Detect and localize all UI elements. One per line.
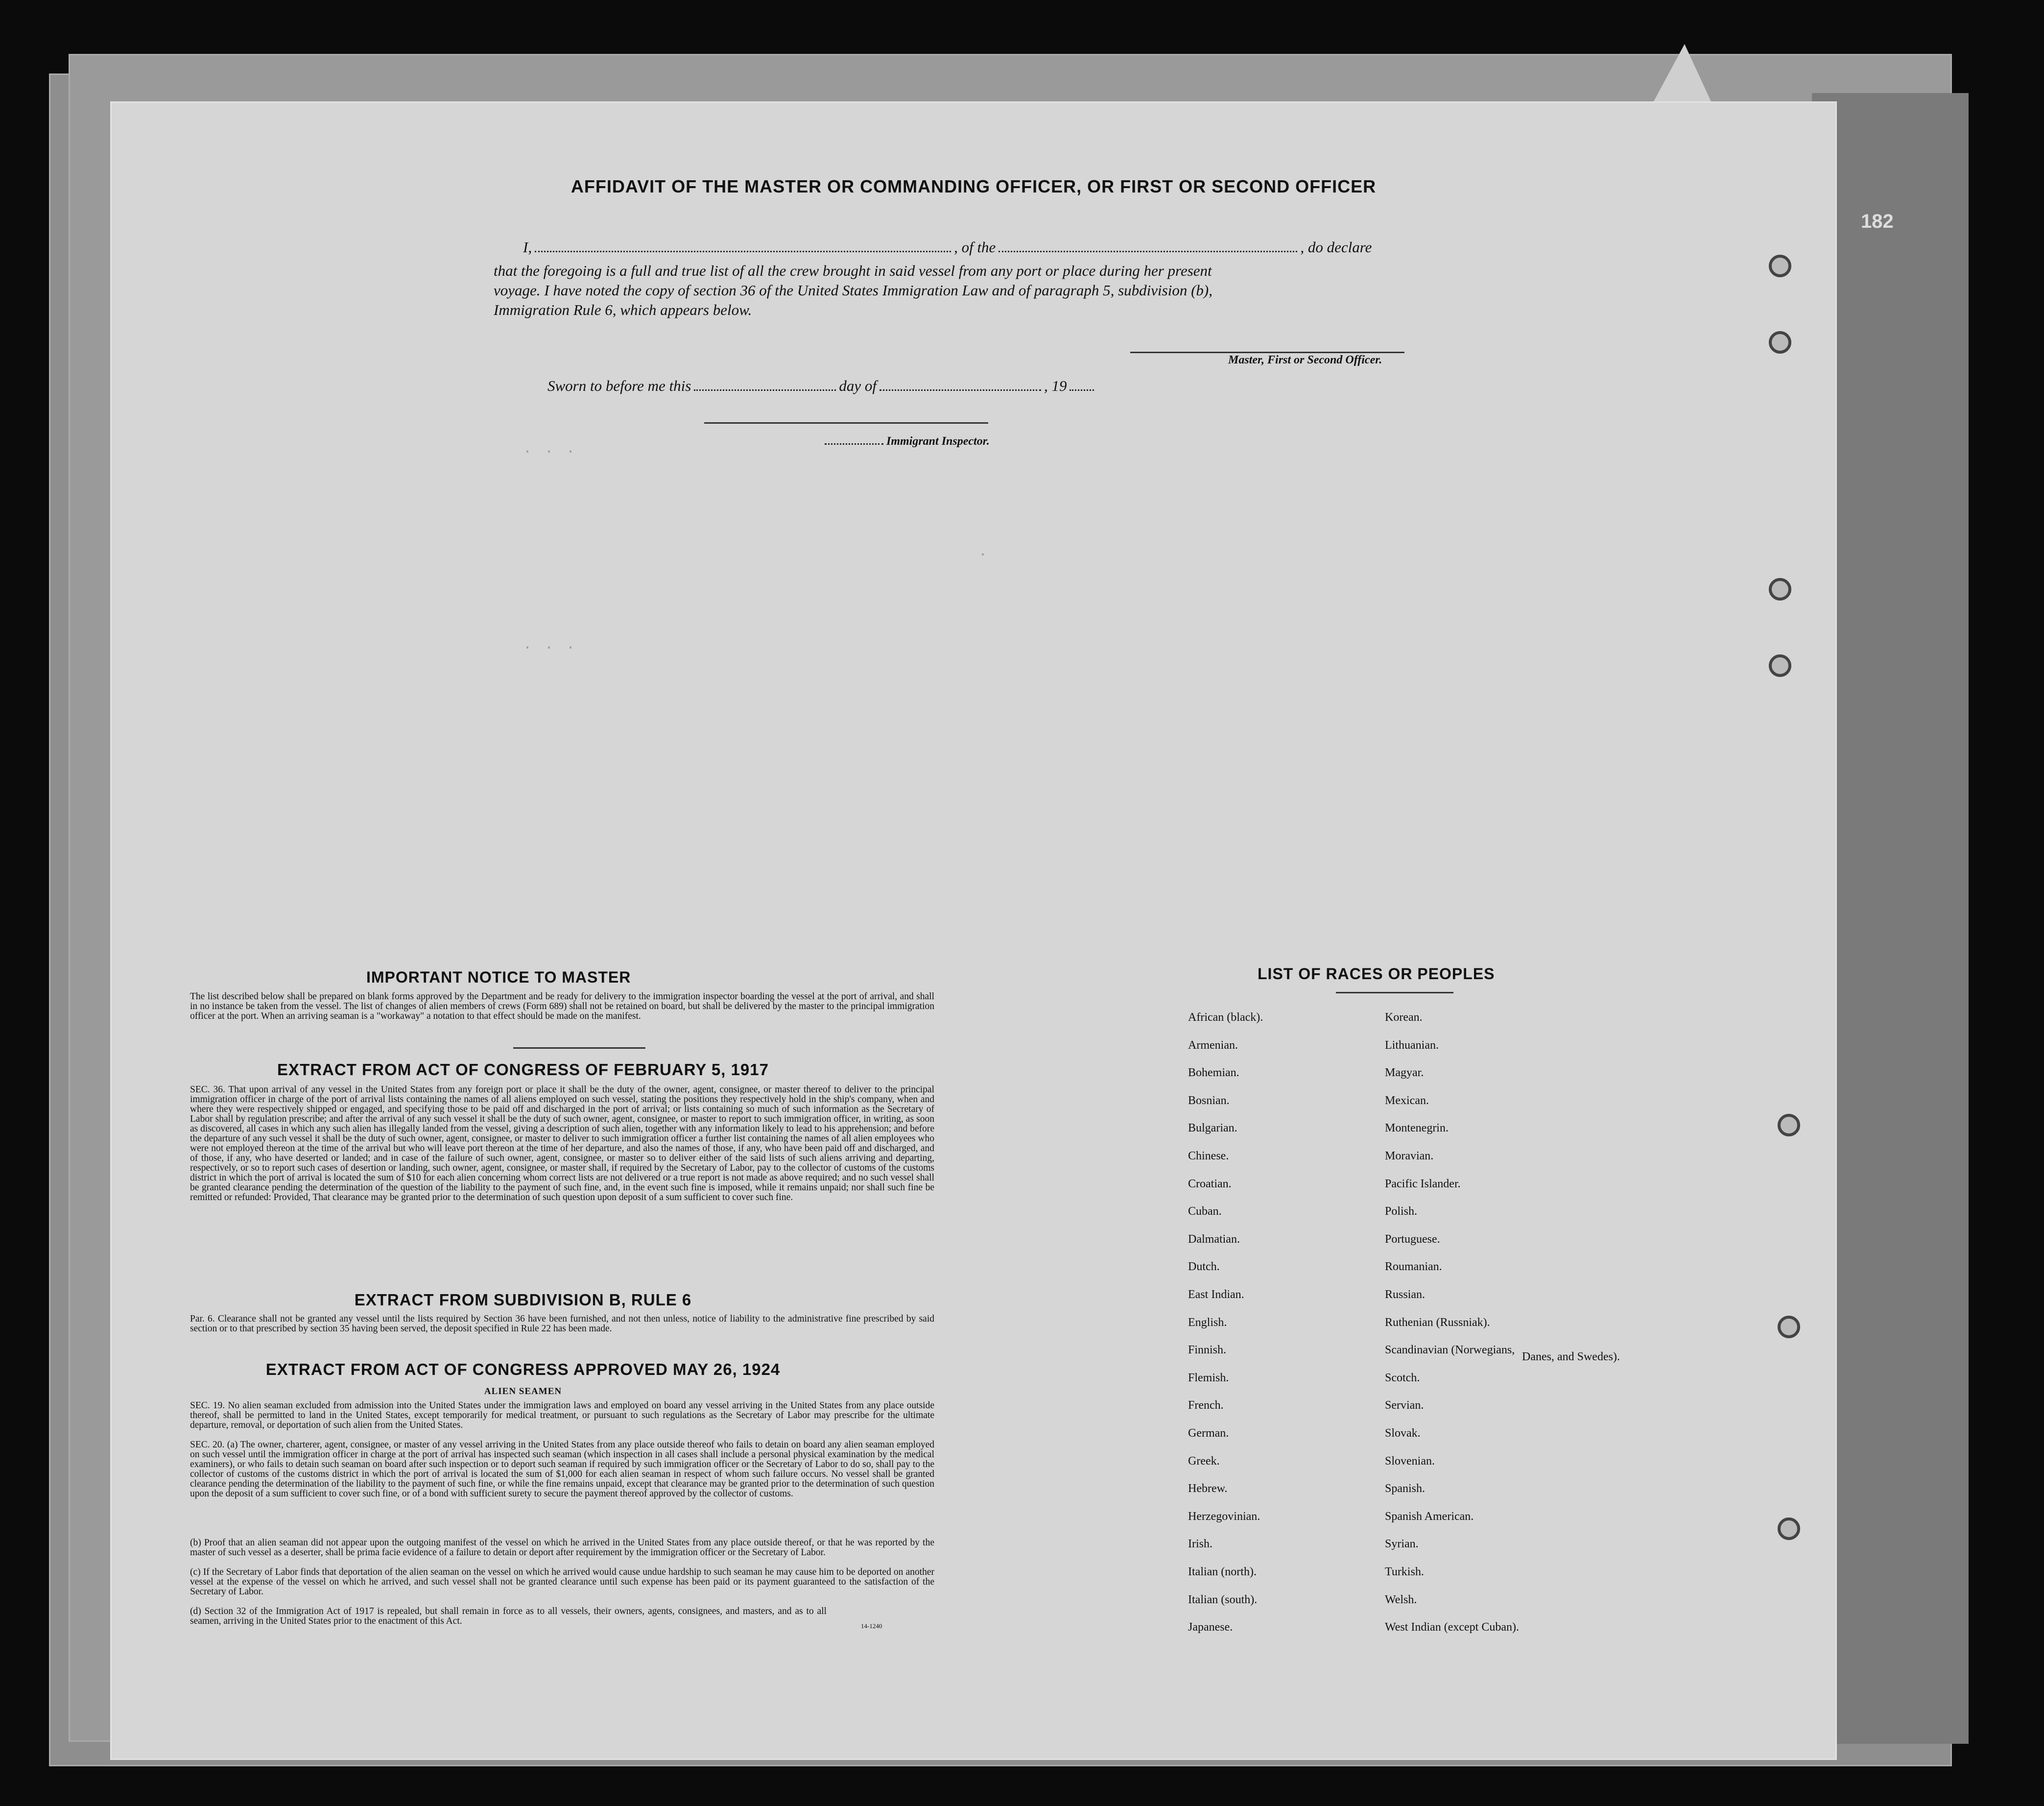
race-item: Turkish. xyxy=(1385,1565,1424,1578)
affidavit-page xyxy=(112,103,1835,1758)
extract-rule6-title: EXTRACT FROM SUBDIVISION B, RULE 6 xyxy=(354,1291,692,1309)
race-item: Welsh. xyxy=(1385,1593,1417,1606)
race-item: Italian (south). xyxy=(1188,1593,1258,1606)
day-of-label: day of xyxy=(839,377,877,394)
races-list-title: LIST OF RACES OR PEOPLES xyxy=(1258,965,1495,983)
bleed-through-text: . . . xyxy=(523,637,577,653)
punch-hole xyxy=(1769,255,1791,277)
vessel-label: , of the xyxy=(954,239,996,256)
race-item: French. xyxy=(1188,1399,1224,1412)
sworn-month-blank xyxy=(879,383,1041,391)
race-item: Mexican. xyxy=(1385,1094,1429,1107)
race-item: Hebrew. xyxy=(1188,1482,1228,1495)
race-item: Moravian. xyxy=(1385,1150,1434,1162)
race-item: English. xyxy=(1188,1316,1227,1329)
race-item: Roumanian. xyxy=(1385,1260,1442,1274)
notice-title: IMPORTANT NOTICE TO MASTER xyxy=(366,968,631,986)
race-item: Dalmatian. xyxy=(1188,1232,1240,1246)
race-item: Dutch. xyxy=(1188,1260,1220,1274)
race-item: Spanish. xyxy=(1385,1482,1426,1495)
punch-hole xyxy=(1769,578,1791,601)
alien-seamen-subtitle: ALIEN SEAMEN xyxy=(484,1386,562,1397)
race-item: Scotch. xyxy=(1385,1371,1420,1384)
race-item: Greek. xyxy=(1188,1454,1220,1468)
sec20a-text: SEC. 20. (a) The owner, charterer, agent, consignee, or master of any vessel arriving in the United States from any place outside thereof who fails to detain on board any alien seaman employed on such vessel until the immigration officer in charge at the port of arrival has inspected such seaman (which inspection in all cases shall include a personal physical examination by the medical examiners), or who fails to detain such seaman on board after such inspection or to deport such seaman if required by such immigration officer or the Secretary of Labor to do so, shall pay to the collector of customs of the customs district in which the port of arrival is located the sum of $1,000 for each alien seaman in respect of whom such failure occurs. No vessel shall be granted clearance pending the determination of the liability to the payment of such fine, or while the fine remains unpaid, except that clearance may be granted prior to the determination of such question upon the deposit of a sum sufficient to cover such fine, or of a bond with sufficient surety to secure the payment thereof approved by the collector of customs. xyxy=(190,1440,934,1499)
race-item: Armenian. xyxy=(1188,1038,1238,1052)
race-item: Russian. xyxy=(1385,1288,1426,1301)
extract-1917-text: SEC. 36. That upon arrival of any vessel in the United States from any foreign port or place it shall be the duty of the owner, agent, consignee, or master thereof to deliver to the principal immigration officer in charge of the port of arrival lists containing the names of all aliens employed on such vessel, stating the positions they respectively hold in the ship's company, when and where they were respectively shipped or engaged, and specifying those to be paid off and discharged in the port of arrival; or lists containing so much of such information as the Secretary of Labor shall by regulation prescribe; and after the arrival of any such vessel it shall be the duty of such owner, agent, consignee, or master to report to such immigration officer, in writing, as soon as discovered, all cases in which any such alien has illegally landed from the vessel, giving a description of such alien, together with any information likely to lead to his apprehension; and before the departure of any such vessel it shall be the duty of such owner, agent, consignee, or master to deliver to such immigration officer a further list containing the names of all alien employees who were not employed thereon at the time of the arrival but who will leave port thereon at the time of her departure, and also the names of those, if any, who have been paid off and discharged, and of those, if any, who have deserted or landed; and in case of the failure of such owner, agent, consignee, or master so to deliver either of the said lists of such aliens arriving and departing, respectively, or so to report such cases of desertion or landing, such owner, agent, consignee, or master shall, if required by the Secretary of Labor, pay to the collector of customs of the customs district in which the port of arrival is located the sum of $10 for each alien concerning whom correct lists are not delivered or a true report is not made as above required; and no such vessel shall be granted clearance pending the determination of the question of the liability to the payment of such fine, and, in the event such fine is imposed, while it remains unpaid; nor shall such fine be remitted or refunded: Provided, That clearance may be granted prior to the determination of such question upon deposit of a sum sufficient to cover such fine. xyxy=(190,1084,934,1203)
race-item: Croatian. xyxy=(1188,1177,1232,1190)
race-item: West Indian (except Cuban). xyxy=(1385,1621,1519,1634)
race-item: East Indian. xyxy=(1188,1288,1244,1301)
declarant-name-blank xyxy=(535,244,951,252)
race-item: African (black). xyxy=(1188,1011,1263,1024)
master-signature-line xyxy=(1130,352,1404,353)
race-item: Herzegovinian. xyxy=(1188,1510,1260,1523)
punch-hole xyxy=(1769,654,1791,677)
sworn-day-blank xyxy=(694,383,836,391)
extract-rule6-text: Par. 6. Clearance shall not be granted any vessel until the lists required by Section 36 have been furnished, and not then unless, notice of liability to the administrative fine prescribed by said section or to that prescribed by section 35 having been served, the deposit specified in Rule 22 has been made. xyxy=(190,1314,934,1334)
races-title-rule xyxy=(1336,992,1453,993)
vessel-name-blank xyxy=(998,244,1297,252)
race-item: Syrian. xyxy=(1385,1538,1419,1551)
race-item: Japanese. xyxy=(1188,1621,1233,1634)
right-edge-sheet xyxy=(1812,93,1969,1744)
race-item: Ruthenian (Russniak). xyxy=(1385,1316,1490,1329)
affidavit-statement-line-4: Immigration Rule 6, which appears below. xyxy=(494,301,752,318)
declare-label: , do declare xyxy=(1300,239,1372,256)
race-item: Montenegrin. xyxy=(1385,1122,1449,1135)
page-number: 182 xyxy=(1861,211,1894,232)
race-item: Spanish American. xyxy=(1385,1510,1474,1523)
race-item: Cuban. xyxy=(1188,1205,1222,1218)
race-item: Chinese. xyxy=(1188,1150,1229,1162)
inspector-signature-label: Immigrant Inspector. xyxy=(822,435,990,448)
race-item: Italian (north). xyxy=(1188,1565,1257,1578)
race-item: German. xyxy=(1188,1427,1229,1440)
inspector-signature-line xyxy=(704,422,988,424)
race-item: Bulgarian. xyxy=(1188,1122,1237,1135)
race-item: Magyar. xyxy=(1385,1066,1424,1080)
race-item: Pacific Islander. xyxy=(1385,1177,1461,1190)
race-item: Portuguese. xyxy=(1385,1232,1440,1246)
race-item: Flemish. xyxy=(1188,1371,1229,1384)
affidavit-statement-line-2: that the foregoing is a full and true list of all the crew brought in said vessel from any port or place during her present xyxy=(494,262,1212,279)
punch-hole xyxy=(1769,331,1791,354)
form-number: 14-1240 xyxy=(861,1622,882,1630)
notice-text: The list described below shall be prepared on blank forms approved by the Department and be ready for delivery to the immigration inspector boarding the vessel at the port of arrival, and shall in no instance be taken from the vessel. The list of changes of alien members of crews (Form 689) shall not be retained on board, but shall be delivered by the master to the principal immigration officer at the port. When an arriving seaman is a "workaway" a notation to that effect should be made on the manifest. xyxy=(190,991,934,1021)
race-item: Korean. xyxy=(1385,1011,1423,1024)
race-item-continuation: Danes, and Swedes). xyxy=(1522,1350,1620,1363)
sworn-year-blank xyxy=(1070,383,1094,391)
sec19-text: SEC. 19. No alien seaman excluded from admission into the United States under the immigration laws and employed on board any vessel arriving in the United States from any place outside thereof, shall be permitted to land in the United States, except temporarily for medical treatment, or pursuant to such regulations as the Secretary of Labor may prescribe for the ultimate departure, removal, or deportation of such alien from the United States. xyxy=(190,1400,934,1430)
affidavit-statement-line-3: voyage. I have noted the copy of section 36 of the United States Immigration Law and of paragraph 5, subdivision (b), xyxy=(494,282,1212,299)
inspector-dots xyxy=(825,438,883,445)
declarant-label: I, xyxy=(523,239,532,256)
race-item: Bohemian. xyxy=(1188,1066,1239,1080)
race-item: Polish. xyxy=(1385,1205,1418,1218)
punch-hole xyxy=(1778,1114,1800,1136)
race-item: Finnish. xyxy=(1188,1344,1227,1357)
race-item: Lithuanian. xyxy=(1385,1038,1439,1052)
extract-1917-title: EXTRACT FROM ACT OF CONGRESS OF FEBRUARY 5, 1917 xyxy=(277,1060,769,1079)
year-label: , 19 xyxy=(1044,377,1067,394)
affidavit-declaration-line xyxy=(523,239,1372,256)
race-item: Slovak. xyxy=(1385,1427,1421,1440)
sec20b-text: (b) Proof that an alien seaman did not appear upon the outgoing manifest of the vessel on which he arrived in the United States from any place outside thereof, or that he was reported by the master of such vessel as a deserter, shall be prima facie evidence of a failure to detain or deport after requirement by the immigration officer or the Secretary of Labor. xyxy=(190,1538,934,1558)
race-item: Scandinavian (Norwegians, xyxy=(1385,1344,1515,1357)
sec20c-text: (c) If the Secretary of Labor finds that deportation of the alien seaman on the vessel on which he arrived would cause undue hardship to such seaman he may cause him to be deported on another vessel at the expense of the vessel on which he arrived, and such vessel shall not be granted clearance until such expense has been paid or its payment guaranteed to the satisfaction of the Secretary of Labor. xyxy=(190,1567,934,1597)
sworn-line xyxy=(547,377,1097,395)
bleed-through-text: . . . xyxy=(523,441,577,458)
bleed-through-text: . xyxy=(978,544,990,560)
punch-hole xyxy=(1778,1316,1800,1338)
race-item: Servian. xyxy=(1385,1399,1424,1412)
sec20d-text: (d) Section 32 of the Immigration Act of 1917 is repealed, but shall remain in force as to all vessels, their owners, agents, consignees, and masters, and as to all seamen, arriving in the United States prior to the enactment of this Act. xyxy=(190,1606,827,1626)
race-item: Slovenian. xyxy=(1385,1454,1435,1468)
section-divider xyxy=(513,1047,645,1049)
affidavit-title: AFFIDAVIT OF THE MASTER OR COMMANDING OFFICER, OR FIRST OR SECOND OFFICER xyxy=(570,176,1377,196)
race-item: Bosnian. xyxy=(1188,1094,1230,1107)
race-item: Irish. xyxy=(1188,1538,1212,1551)
punch-hole xyxy=(1778,1517,1800,1540)
master-signature-label: Master, First or Second Officer. xyxy=(1228,354,1382,366)
sworn-label: Sworn to before me this xyxy=(547,377,691,394)
extract-1924-title: EXTRACT FROM ACT OF CONGRESS APPROVED MAY 26, 1924 xyxy=(265,1360,781,1378)
